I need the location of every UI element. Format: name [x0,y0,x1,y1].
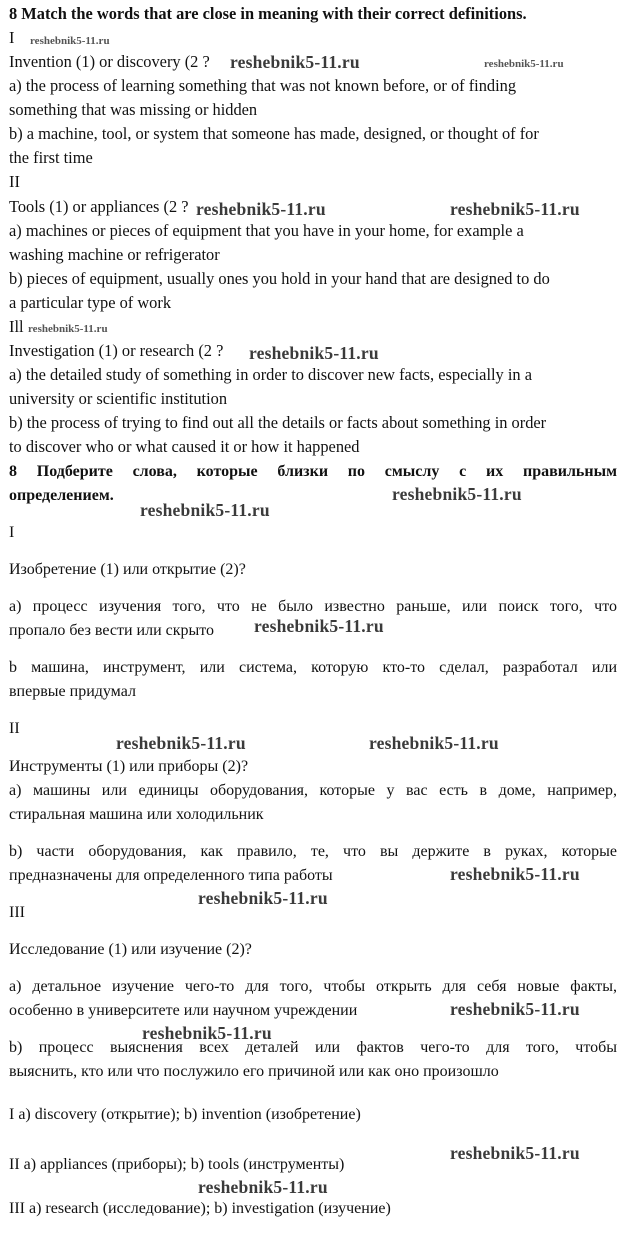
definition-line: b) a machine, tool, or system that someone has made, designed, or thought of for [9,124,539,143]
answer-line: III a) research (исследование); b) investigation (изучение) [9,1200,391,1217]
definition-line: the first time [9,148,93,167]
section-numeral: I [9,28,15,47]
watermark: reshebnik5-11.ru [198,1177,328,1197]
definition-line: впервые придумал [9,683,136,700]
watermark: reshebnik5-11.ru [30,35,110,47]
section-numeral: II [9,720,20,737]
section-numeral: II [9,172,20,191]
watermark: reshebnik5-11.ru [198,888,328,908]
watermark: reshebnik5-11.ru [450,1143,580,1163]
watermark: reshebnik5-11.ru [249,343,379,363]
exercise-heading-en: 8 Match the words that are close in meaning with their correct definitions. [9,4,527,23]
definition-line: пропало без вести или скрыто [9,622,215,639]
definition-line: выяснить, кто или что послужило его причиной или как оно произошло [9,1063,499,1080]
watermark: reshebnik5-11.ru [450,999,580,1019]
watermark: reshebnik5-11.ru [450,199,580,219]
section-numeral: Ill [9,317,24,336]
section-prompt: Invention (1) or discovery (2 ? [9,52,210,71]
definition-line: washing machine or refrigerator [9,245,220,264]
definition-line: стиральная машина или холодильник [9,806,264,823]
answer-line: I a) discovery (открытие); b) invention (изобретение) [9,1106,361,1123]
definition-line: a) machines or pieces of equipment that you have in your home, for example a [9,221,524,240]
watermark: reshebnik5-11.ru [28,323,108,335]
watermark: reshebnik5-11.ru [196,199,326,219]
section-prompt: Исследование (1) или изучение (2)? [9,941,252,958]
exercise-heading-ru: 8 Подберите слова, которые близки по смыслу с их правильным [9,463,617,480]
definition-line: something that was missing or hidden [9,100,258,119]
definition-line: b машина, инструмент, или система, которую кто-то сделал, разработал или [9,659,617,676]
watermark: reshebnik5-11.ru [140,500,270,520]
section-prompt: Investigation (1) or research (2 ? [9,341,224,360]
definition-line: b) pieces of equipment, usually ones you hold in your hand that are designed to do [9,269,550,288]
definition-line: b) части оборудования, как правило, те, что вы держите в руках, которые [9,843,617,860]
definition-line: university or scientific institution [9,389,228,408]
watermark: reshebnik5-11.ru [450,864,580,884]
exercise-heading-ru: определением. [9,487,114,504]
definition-line: а) машины или единицы оборудования, которые у вас есть в доме, например, [9,782,617,799]
definition-line: особенно в университете или научном учреждении [9,1002,358,1019]
watermark: reshebnik5-11.ru [116,733,246,753]
definition-line: a) the detailed study of something in order to discover new facts, especially in a [9,365,532,384]
definition-line: b) процесс выяснения всех деталей или фактов чего-то для того, чтобы [9,1039,617,1056]
section-prompt: Tools (1) or appliances (2 ? [9,197,189,216]
definition-line: предназначены для определенного типа работы [9,867,333,884]
section-prompt: Изобретение (1) или открытие (2)? [9,561,246,578]
watermark: reshebnik5-11.ru [369,733,499,753]
definition-line: а) детальное изучение чего-то для того, чтобы открыть для себя новые факты, [9,978,617,995]
watermark: reshebnik5-11.ru [230,52,360,72]
watermark: reshebnik5-11.ru [254,616,384,636]
watermark: reshebnik5-11.ru [392,484,522,504]
definition-line: а) процесс изучения того, что не было известно раньше, или поиск того, что [9,598,617,615]
section-numeral: I [9,524,15,541]
definition-line: a particular type of work [9,293,172,312]
answer-line: II a) appliances (приборы); b) tools (инструменты) [9,1156,345,1173]
watermark: reshebnik5-11.ru [142,1023,272,1043]
definition-line: a) the process of learning something that was not known before, or of finding [9,76,517,95]
definition-line: to discover who or what caused it or how it happened [9,437,360,456]
section-numeral: III [9,904,25,921]
section-prompt: Инструменты (1) или приборы (2)? [9,758,249,775]
definition-line: b) the process of trying to find out all the details or facts about something in order [9,413,547,432]
watermark: reshebnik5-11.ru [484,58,564,70]
